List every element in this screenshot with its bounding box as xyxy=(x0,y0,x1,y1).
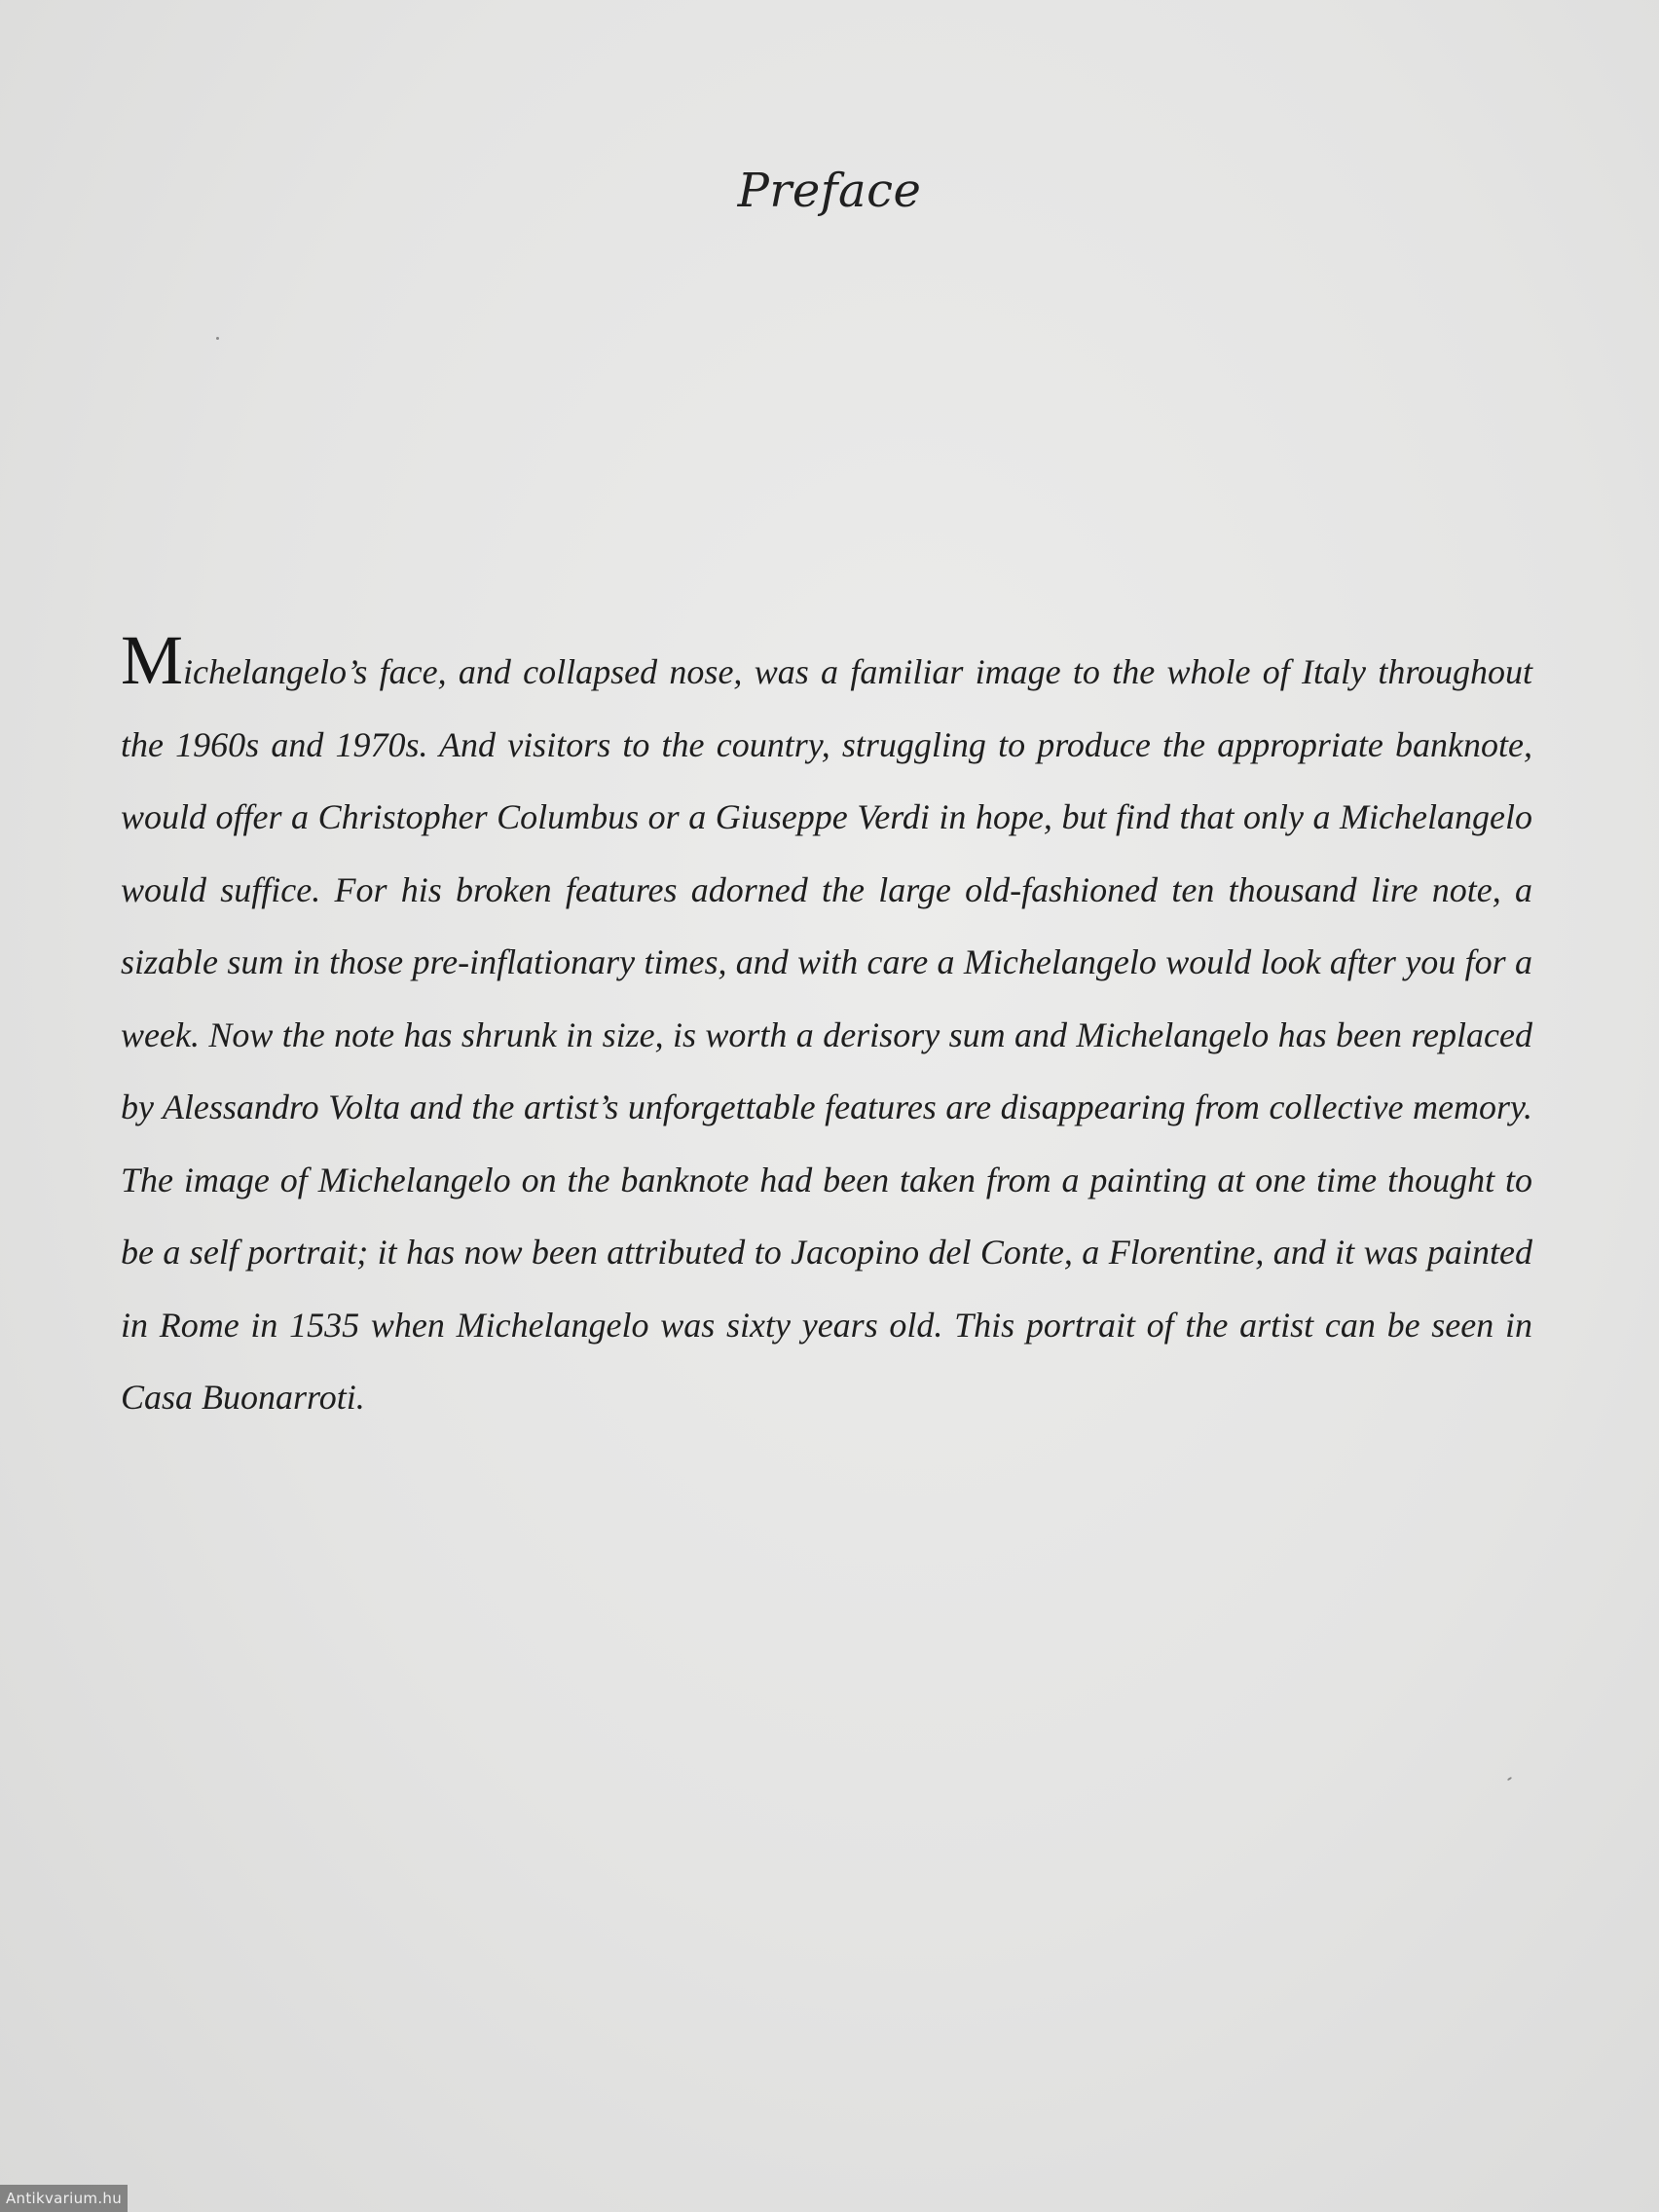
page-title: Preface xyxy=(737,164,922,218)
paper-speck xyxy=(1507,1777,1512,1782)
paper-speck xyxy=(216,337,219,340)
paragraph-text: ichelangelo’s face, and collapsed nose, was a familiar image to the whole of Italy throughout the 1960s and 1970s. And visitors to the country, struggling to produce the appropriate banknote, would offer a Christopher Columbus or a Giuseppe Verdi in hope, but find that only a Michelangelo would suffice. For his broken features adorned the large old-fashioned ten thousand lire note, a sizable sum in those pre-inflationary times, and with care a Michelangelo would look after you for a week. Now the note has shrunk in size, is worth a derisory sum and Michelangelo has been replaced by Alessandro Volta and the artist’s unforgettable features are disappearing from collective memory. The image of Michelangelo on the banknote had been taken from a painting at one time thought to be a self portrait; it has now been attributed to Jacopino del Conte, a Florentine, and it was painted in Rome in 1535 when Michelangelo was sixty years old. This portrait of the artist can be seen in Casa Buonarroti. xyxy=(121,652,1532,1417)
watermark-label: Antikvarium.hu xyxy=(0,2185,128,2212)
drop-cap: M xyxy=(121,621,184,699)
preface-paragraph xyxy=(121,621,1532,1434)
